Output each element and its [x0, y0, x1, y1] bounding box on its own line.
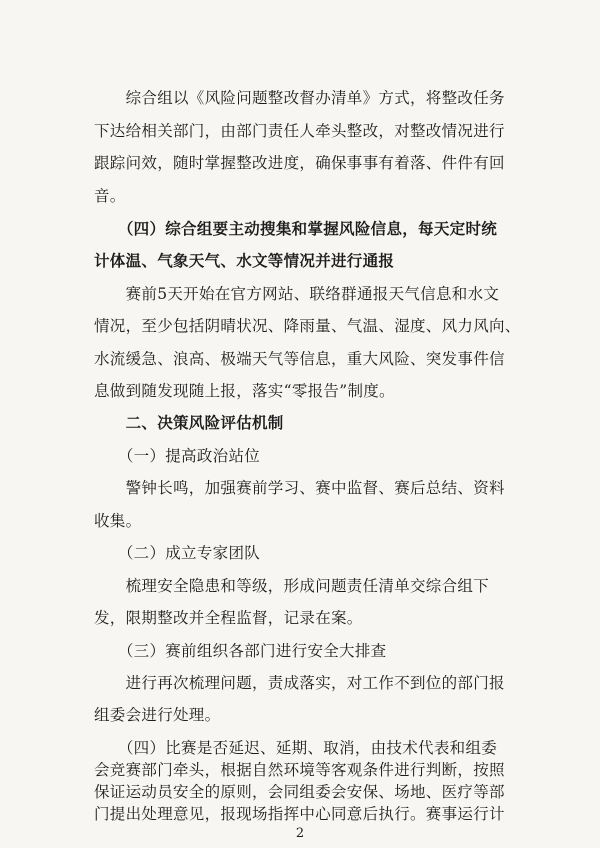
paragraph-line-3: 跟踪问效，随时掌握整改进度，确保事事有着落、件件有回	[94, 154, 505, 172]
paragraph-line-23: 保证运动员安全的原则，会同组委会安保、场地、医疗等部	[94, 783, 505, 801]
subheading-1: （一）提高政治站位	[94, 447, 261, 465]
paragraph-line-21: （四）比赛是否延迟、延期、取消，由技术代表和组委	[94, 739, 498, 757]
section-heading-4-cont: 计体温、气象天气、水文等情况并进行通报	[94, 251, 395, 270]
paragraph-line-16: 梳理安全隐患和等级，形成问题责任清单交综合组下	[94, 577, 490, 595]
paragraph-line-7: 赛前5天开始在官方网站、联络群通报天气信息和水文	[94, 285, 500, 303]
paragraph-line-4: 音。	[94, 187, 126, 205]
paragraph-line-24: 门提出处理意见，报现场指挥中心同意后执行。赛事运行计	[94, 805, 505, 823]
chapter-heading-2: 二、决策风险评估机制	[94, 413, 284, 432]
paragraph-line-17: 发，限期整改并全程监督，记录在案。	[94, 609, 363, 627]
paragraph-line-14: 收集。	[94, 512, 142, 530]
subheading-3: （三）赛前组织各部门进行安全大排查	[94, 642, 387, 660]
paragraph-line-2: 下达给相关部门，由部门责任人牵头整改，对整改情况进行	[94, 122, 505, 140]
page-number: 2	[295, 826, 305, 841]
paragraph-line-10: 息做到随发现随上报，落实“零报告”制度。	[94, 382, 395, 400]
paragraph-line-1: 综合组以《风险问题整改督办清单》方式，将整改任务	[94, 89, 505, 107]
paragraph-line-22: 会竞赛部门牵头，根据自然环境等客观条件进行判断，按照	[94, 761, 505, 779]
paragraph-line-13: 警钟长鸣，加强赛前学习、赛中监督、赛后总结、资料	[94, 479, 505, 497]
paragraph-line-8: 情况，至少包括阴晴状况、降雨量、气温、湿度、风力风向、	[94, 317, 521, 335]
paragraph-line-20: 组委会进行处理。	[94, 706, 221, 724]
section-heading-4: （四）综合组要主动搜集和掌握风险信息，每天定时统	[94, 219, 498, 238]
paragraph-line-19: 进行再次梳理问题，责成落实，对工作不到位的部门报	[94, 674, 505, 692]
paragraph-line-9: 水流缓急、浪高、极端天气等信息，重大风险、突发事件信	[94, 350, 505, 368]
subheading-2: （二）成立专家团队	[94, 544, 261, 562]
